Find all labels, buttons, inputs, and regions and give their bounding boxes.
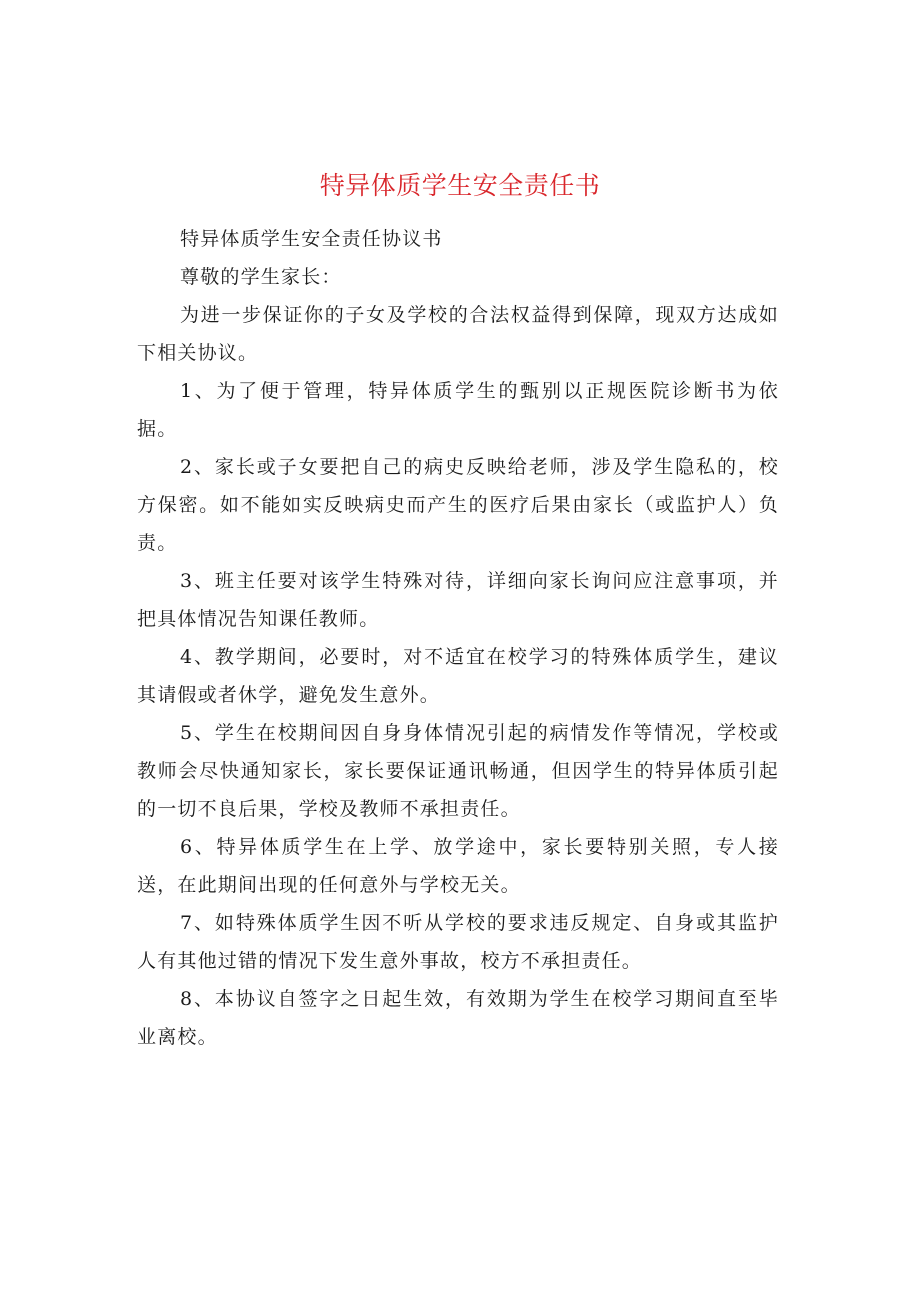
salutation: 尊敬的学生家长： — [180, 266, 342, 288]
document-body — [137, 220, 779, 1056]
agreement-subtitle: 特异体质学生安全责任协议书 — [180, 228, 443, 250]
clause-5: 5、学生在校期间因自身身体情况引起的病情发作等情况，学校或教师会尽快通知家长，家长要保证通讯畅通，但因学生的特异体质引起的一切不良后果，学校及教师不承担责任。 — [137, 722, 779, 820]
clause-3: 3、班主任要对该学生特殊对待，详细向家长询问应注意事项，并把具体情况告知课任教师。 — [137, 570, 779, 630]
clause-4: 4、教学期间，必要时，对不适宜在校学习的特殊体质学生，建议其请假或者休学，避免发生意外。 — [137, 646, 779, 706]
clause-7: 7、如特殊体质学生因不听从学校的要求违反规定、自身或其监护人有其他过错的情况下发生意外事故，校方不承担责任。 — [137, 912, 779, 972]
clause-8: 8、本协议自签字之日起生效，有效期为学生在校学习期间直至毕业离校。 — [137, 988, 779, 1048]
document-title: 特异体质学生安全责任书 — [319, 171, 601, 200]
clause-6: 6、特异体质学生在上学、放学途中，家长要特别关照，专人接送，在此期间出现的任何意外与学校无关。 — [137, 836, 779, 896]
intro-paragraph: 为进一步保证你的子女及学校的合法权益得到保障，现双方达成如下相关协议。 — [137, 304, 779, 364]
clause-2: 2、家长或子女要把自己的病史反映给老师，涉及学生隐私的，校方保密。如不能如实反映病史而产生的医疗后果由家长（或监护人）负责。 — [137, 456, 779, 554]
clause-1: 1、为了便于管理，特异体质学生的甄别以正规医院诊断书为依据。 — [137, 380, 779, 440]
